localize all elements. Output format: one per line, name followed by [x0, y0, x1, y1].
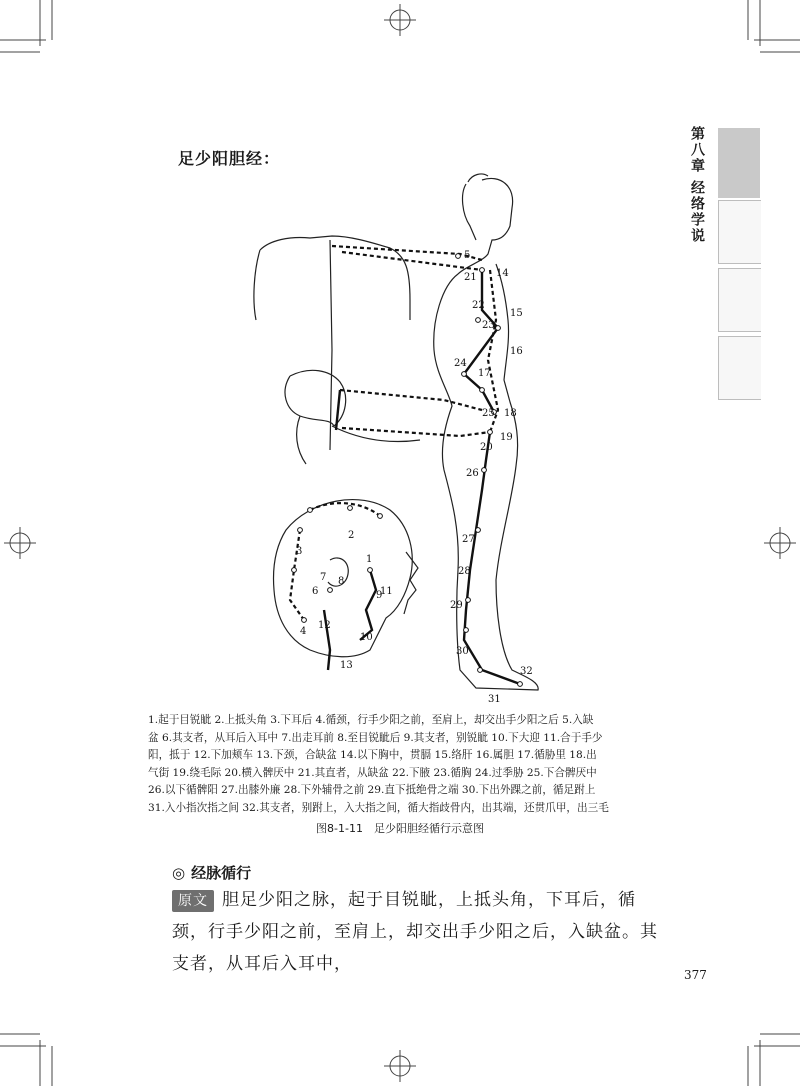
point-label: 29 — [450, 600, 463, 611]
point-label: 21 — [464, 272, 477, 283]
point-label: 13 — [340, 660, 353, 671]
chapter-side-tab — [712, 118, 760, 430]
point-label: 8 — [338, 576, 345, 587]
point-label: 25 — [482, 408, 495, 419]
point-label: 32 — [520, 666, 533, 677]
point-label: 22 — [472, 300, 485, 311]
chapter-ornament-icon — [718, 128, 760, 198]
point-label: 11 — [380, 586, 393, 597]
tab-box — [718, 200, 761, 264]
point-label: 31 — [488, 694, 501, 705]
point-label: 15 — [510, 308, 523, 319]
point-label: 19 — [500, 432, 513, 443]
bullet-circle-icon: ◎ — [172, 864, 186, 882]
point-label: 27 — [462, 534, 475, 545]
figure-legend — [148, 712, 668, 818]
point-label: 20 — [480, 442, 493, 453]
subheading — [172, 862, 251, 883]
point-label: 4 — [300, 626, 307, 637]
point-label: 28 — [458, 566, 471, 577]
point-label: 2 — [348, 530, 355, 541]
point-label: 14 — [496, 268, 509, 279]
point-label: 5 — [464, 250, 471, 261]
legend-line: 盆 6.其支者，从耳后入耳中 7.出走耳前 8.至目锐眦后 9.其支者，别锐眦 10.下大迎 11.合于手少 — [148, 731, 603, 744]
point-label: 18 — [504, 408, 517, 419]
point-label: 1 — [366, 554, 373, 565]
legend-line: 26.以下循髀阳 27.出膝外廉 28.下外辅骨之前 29.直下抵绝骨之端 30.下出外踝之前，循足跗上 — [148, 784, 596, 797]
tab-box — [718, 336, 761, 400]
chapter-number: 第八章 — [689, 126, 705, 174]
point-label: 30 — [456, 646, 469, 657]
point-label: 17 — [478, 368, 491, 379]
point-label: 10 — [360, 632, 373, 643]
point-label: 12 — [318, 620, 331, 631]
body-text: 胆足少阳之脉，起于目锐眦，上抵头角，下耳后，循颈，行手少阳之前，至肩上，却交出手少阳之后，入缺盆。其支者，从耳后入耳中， — [172, 890, 658, 974]
point-label: 6 — [312, 586, 319, 597]
point-label: 23 — [482, 320, 495, 331]
point-label: 7 — [320, 572, 327, 583]
point-label: 3 — [296, 546, 303, 557]
subheading-text: 经脉循行 — [191, 864, 252, 882]
legend-line: 阳，抵于 12.下加颊车 13.下颈，合缺盆 14.以下胸中，贯膈 15.络肝 16.属胆 17.循胁里 18.出 — [148, 749, 597, 762]
point-label: 24 — [454, 358, 467, 369]
point-label: 16 — [510, 346, 523, 357]
legend-line: 1.起于目锐眦 2.上抵头角 3.下耳后 4.循颈，行手少阳之前，至肩上，却交出手少阳之后 5.入缺 — [148, 714, 594, 726]
page-number: 377 — [684, 968, 707, 982]
tab-box — [718, 268, 761, 332]
original-text-label: 原文 — [172, 890, 214, 912]
body-paragraph — [172, 884, 668, 980]
point-label: 9 — [376, 590, 383, 601]
chapter-title: 经络学说 — [689, 180, 705, 244]
figure-caption: 图8-1-11 足少阳胆经循行示意图 — [316, 822, 484, 835]
point-label: 26 — [466, 468, 479, 479]
meridian-figure — [220, 170, 570, 710]
legend-line: 气街 19.绕毛际 20.横入髀厌中 21.其直者，从缺盆 22.下腋 23.循胸 24.过季胁 25.下合髀厌中 — [148, 766, 597, 779]
legend-line: 31.入小指次指之间 32.其支者，别跗上，入大指之间，循大指歧骨内，出其端，还贯爪甲，出三毛 — [148, 801, 609, 814]
section-title: 足少阳胆经： — [178, 149, 281, 168]
